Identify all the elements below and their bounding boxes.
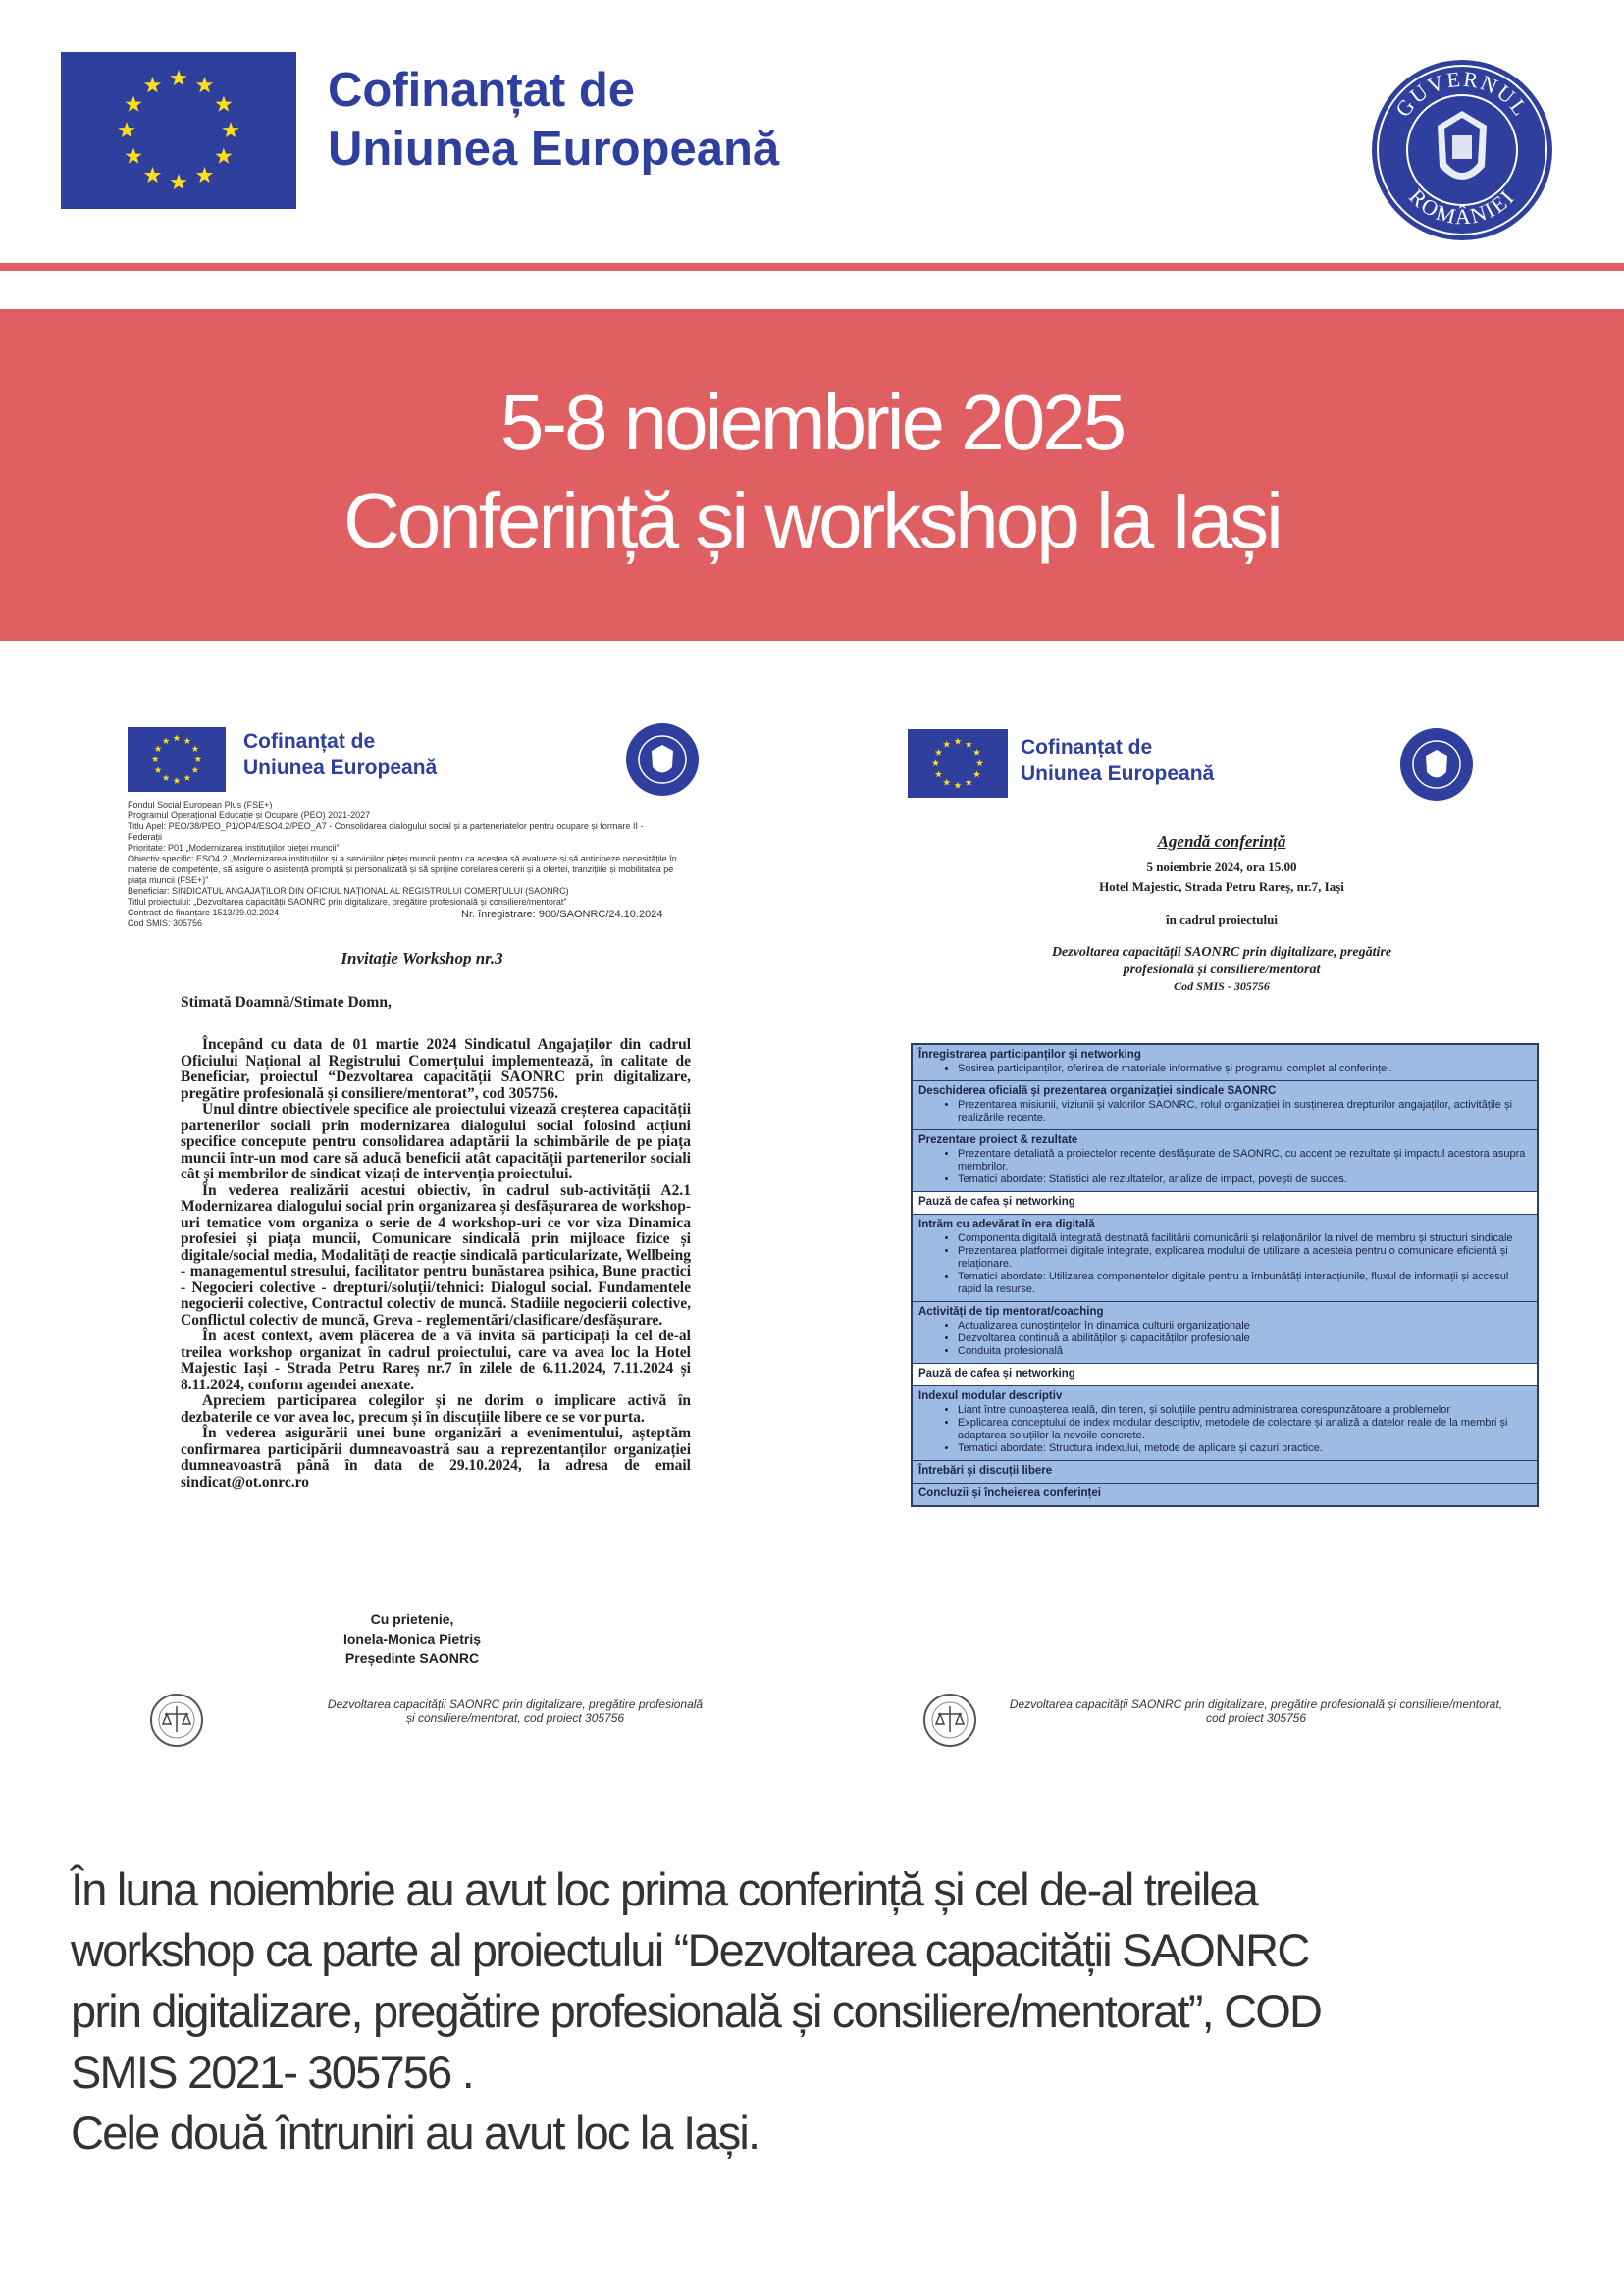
agenda-cofin-line1: Cofinanțat de	[1021, 736, 1153, 758]
agenda-table	[911, 1043, 1539, 1507]
meta-line: Obiectiv specific: ESO4.2 „Modernizarea instituțiilor și a serviciilor pieței muncii pentru ca acestea să evalueze și să anticipeze necesitățile în materie de competențe, să asigure o asistență promptă și personalizată și să sprijine corelarea cererii și a ofertei, tranzițiile și mobilitatea pe piața muncii (FSE+)”	[128, 854, 677, 885]
agenda-header	[908, 721, 1536, 785]
agenda-item: • Componenta digitală integrată destinată facilitării comunicării și relaționărilor la nivel de membru și structuri sindicale	[958, 1232, 1531, 1245]
title-banner	[0, 309, 1624, 641]
agenda-item: • Prezentare detaliată a proiectelor recente desfășurate de SAONRC, cu accent pe rezultate și impactul acestora asupra membrilor.	[958, 1148, 1531, 1174]
summary-line: prin digitalizare, pregătire profesională și consiliere/mentorat”, COD	[71, 1985, 1322, 2037]
cofinanced-line2: Uniunea Europeană	[328, 123, 780, 176]
meta-line: Prioritate: P01 „Modernizarea instituțiilor pieței muncii”	[128, 843, 340, 853]
agenda-row-title: Indexul modular descriptiv	[918, 1390, 1063, 1402]
summary-line: SMIS 2021- 305756 .	[71, 2046, 473, 2098]
agenda-row	[913, 1484, 1537, 1505]
agenda-item: • Tematici abordate: Statistici ale rezultatelor, analize de impact, povești de succes.	[958, 1174, 1531, 1186]
summary-text	[71, 1859, 1562, 2164]
eu-flag-icon	[128, 727, 226, 792]
signer-role: Președinte SAONRC	[344, 1650, 480, 1666]
agenda-row-title: Prezentare proiect & rezultate	[918, 1134, 1078, 1146]
agenda-row-title: Înregistrarea participanților și networking	[918, 1049, 1141, 1061]
meta-line: Titlu Apel: PEO/38/PEO_P1/OP4/ESO4.2/PEO_A7 - Consolidarea dialogului social și a parteneriatelor pentru ocupare și formare II - Federații	[128, 821, 644, 842]
agenda-item: • Tematici abordate: Utilizarea componentelor digitale pentru a îmbunătăți interacțiunile, fluxul de informații și accesul rapid la resurse.	[958, 1271, 1531, 1296]
agenda-row-title: Concluzii și încheierea conferinței	[918, 1487, 1101, 1499]
government-seal-icon	[624, 721, 701, 798]
agenda-item: • Actualizarea cunoștințelor în dinamica culturii organizaționale	[958, 1320, 1531, 1332]
invitation-cofinanced	[243, 728, 437, 781]
agenda-row-title: Intrăm cu adevărat în era digitală	[918, 1219, 1095, 1230]
agenda-row	[913, 1302, 1537, 1364]
agenda-item: • Dezvoltarea continuă a abilităților și capacităților profesionale	[958, 1332, 1531, 1345]
invitation-paragraph: Unul dintre obiectivele specifice ale proiectului vizează creșterea capacității partenerilor sociali prin modernizarea dialogului social folosind acțiuni specifice concepute pentru consolidarea adaptării la schimbările de pe piața muncii într-un mod care să aducă beneficii atât capacității partenerilor sociali cât și membrilor de sindicat vizați de intervenția proiectului.	[181, 1101, 691, 1182]
agenda-date: 5 noiembrie 2024, ora 15.00	[1146, 860, 1297, 874]
meta-line: Titlul proiectului: „Dezvoltarea capacității SAONRC prin digitalizare, pregătire profesională și consiliere/mentorat”	[128, 897, 567, 907]
summary-line: Cele două întruniri au avut loc la Iași.	[71, 2107, 760, 2159]
meta-line: Programul Operațional Educație și Ocupare (PEO) 2021-2027	[128, 810, 371, 820]
cofinanced-line1: Cofinanțat de	[328, 64, 636, 117]
agenda-row-title: Activități de tip mentorat/coaching	[918, 1306, 1104, 1318]
agenda-item: • Explicarea conceptului de index modular descriptiv, metodele de colectare și analiză a datelor reale de la membri și adaptarea soluțiilor la nevoile concrete.	[958, 1417, 1531, 1442]
eu-flag-stars	[61, 52, 296, 209]
seal-bottom-text: ROMÂNIEI	[1404, 183, 1520, 230]
invitation-cofin-line2: Uniunea Europeană	[243, 757, 438, 779]
agenda-row	[913, 1215, 1537, 1302]
eu-flag-icon	[908, 729, 1008, 798]
agenda-cofinanced	[1021, 734, 1214, 787]
agenda-item: • Prezentarea misiunii, viziunii și valorilor SAONRC, rolul organizației în susținerea drepturilor angajaților, activitățile și realizările recente.	[958, 1099, 1531, 1124]
agenda-row-title: Pauză de cafea și networking	[918, 1196, 1075, 1208]
agenda-item: • Conduita profesională	[958, 1345, 1531, 1358]
invitation-body	[181, 1037, 691, 1490]
government-seal-icon	[1398, 726, 1475, 803]
registration-number: Nr. înregistrare: 900/SAONRC/24.10.2024	[461, 909, 663, 920]
agenda-location: Hotel Majestic, Strada Petru Rareș, nr.7, Iași	[1099, 879, 1344, 894]
signer-name: Ionela-Monica Pietriș	[342, 1631, 482, 1646]
agenda-row-title: Pauză de cafea și networking	[918, 1368, 1075, 1380]
banner-title: Conferință și workshop la Iași	[343, 477, 1281, 564]
saonrc-logo-icon	[922, 1693, 977, 1748]
agenda-title: Agendă conferință	[1157, 832, 1286, 851]
agenda-row	[913, 1461, 1537, 1484]
eu-flag-icon	[61, 52, 296, 209]
header-divider	[0, 263, 1624, 271]
agenda-context: în cadrul proiectului	[1166, 913, 1278, 927]
agenda-smis: Cod SMIS - 305756	[1174, 979, 1270, 993]
agenda-project-line1: Dezvoltarea capacității SAONRC prin digitalizare, pregătire	[1051, 945, 1392, 960]
invitation-paragraph: În vederea asigurării unei bune organizări a evenimentului, așteptăm confirmarea participării dumneavoastră sau a reprezentanților organizației dumneavoastră până în data de 29.10.2024, la adresa de email sindicat@ot.onrc.ro	[181, 1425, 691, 1490]
invitation-paragraph: În vederea realizării acestui obiectiv, în cadrul sub-activității A2.1 Modernizarea dialogului social prin organizarea și desfășurarea de workshop-uri tematice vom organiza o serie de 4 workshop-uri ce vor viza Dinamica profesiei și piața muncii, Comunicare sindicală prin mijloace fizice și digitale/social media, Modalități de reacție sindicală particularizate, Wellbeing - managementul stresului, facilitator pentru bunăstarea psihica, Bune practici - Negocieri colective - drepturi/soluții/tehnici: Dialogul social. Fundamentele negocierii colective, Contractul colectiv de muncă. Stadiile negocierii colective, Conflictul colectiv de muncă, Greva - reglementări/clasificare/desfășurare.	[181, 1181, 691, 1329]
agenda-item: • Prezentarea platformei digitale integrate, explicarea modului de utilizare a acesteia pentru o comunicare eficientă și relaționare.	[958, 1245, 1531, 1271]
meta-line: Cod SMIS: 305756	[128, 918, 203, 928]
invitation-paragraph: Apreciem participarea colegilor și ne dorim o implicare activă în dezbaterile ce vor avea loc, precum și în discuțiile libere ce se vor purta.	[181, 1392, 691, 1426]
signature-block	[304, 1609, 520, 1668]
invitation-paragraph: Începând cu data de 01 martie 2024 Sindicatul Angajaților din cadrul Oficiului Național al Registrului Comerțului implementează, în calitate de Beneficiar, proiectul “Dezvoltarea capacității SAONRC prin digitalizare, pregătire profesională și consiliere/mentorat”, cod 305756.	[181, 1036, 691, 1102]
agenda-item: • Tematici abordate: Structura indexului, metode de aplicare și cazuri practice.	[958, 1442, 1531, 1455]
agenda-row	[913, 1386, 1537, 1461]
agenda-footer: Dezvoltarea capacității SAONRC prin digitalizare, pregătire profesională și consiliere/mentorat, cod proiect 305756	[1009, 1697, 1503, 1725]
invitation-footer: Dezvoltarea capacității SAONRC prin digitalizare, pregătire profesională și consiliere/mentorat, cod proiect 305756	[327, 1697, 704, 1725]
agenda-item: • Sosirea participanților, oferirea de materiale informative și programul complet al conferinței.	[958, 1063, 1531, 1075]
seal-top-text: GUVERNUL	[1390, 66, 1535, 122]
agenda-intro	[908, 832, 1536, 994]
closing: Cu prietenie,	[370, 1611, 454, 1627]
agenda-row	[913, 1045, 1537, 1081]
cofinanced-label	[328, 61, 779, 179]
summary-line: workshop ca parte al proiectului “Dezvoltarea capacității SAONRC	[71, 1924, 1309, 1976]
agenda-row	[913, 1081, 1537, 1130]
meta-line: Fondul Social European Plus (FSE+)	[128, 800, 273, 809]
agenda-item: • Liant între cunoașterea reală, din teren, și soluțiile pentru administrarea corespunzătoare a problemelor	[958, 1404, 1531, 1417]
agenda-row-title: Întrebări și discuții libere	[918, 1465, 1053, 1477]
agenda-cofin-line2: Uniunea Europeană	[1021, 762, 1215, 785]
invitation-document	[128, 721, 716, 1732]
agenda-row-break	[913, 1364, 1537, 1386]
invitation-paragraph: În acest context, avem plăcerea de a vă invita să participați la cel de-al treilea workshop organizat în cadrul proiectului, care va avea loc la Hotel Majestic Iași - Strada Petru Rareș nr.7 în zilele de 6.11.2024, 7.11.2024 și 8.11.2024, conform agendei anexate.	[181, 1328, 691, 1393]
agenda-row-title: Deschiderea oficială și prezentarea organizației sindicale SAONRC	[918, 1085, 1277, 1097]
invitation-title: Invitație Workshop nr.3	[341, 949, 503, 967]
agenda-project-line2: profesională și consiliere/mentorat	[1123, 963, 1321, 977]
meta-line: Beneficiar: SINDICATUL ANGAJAȚILOR DIN OFICIUL NAȚIONAL AL REGISTRULUI COMERȚULUI (SAONRC)	[128, 886, 569, 896]
meta-line: Contract de finanțare 1513/29.02.2024	[128, 908, 280, 917]
invitation-cofin-line1: Cofinanțat de	[243, 730, 376, 753]
greeting: Stimată Doamnă/Stimate Domn,	[181, 994, 392, 1011]
government-seal-icon	[1369, 57, 1555, 243]
summary-line: În luna noiembrie au avut loc prima conferință și cel de-al treilea	[71, 1863, 1258, 1915]
saonrc-logo-icon	[149, 1693, 204, 1748]
agenda-row-break	[913, 1192, 1537, 1215]
banner-date: 5-8 noiembrie 2025	[499, 379, 1125, 466]
agenda-row	[913, 1130, 1537, 1192]
